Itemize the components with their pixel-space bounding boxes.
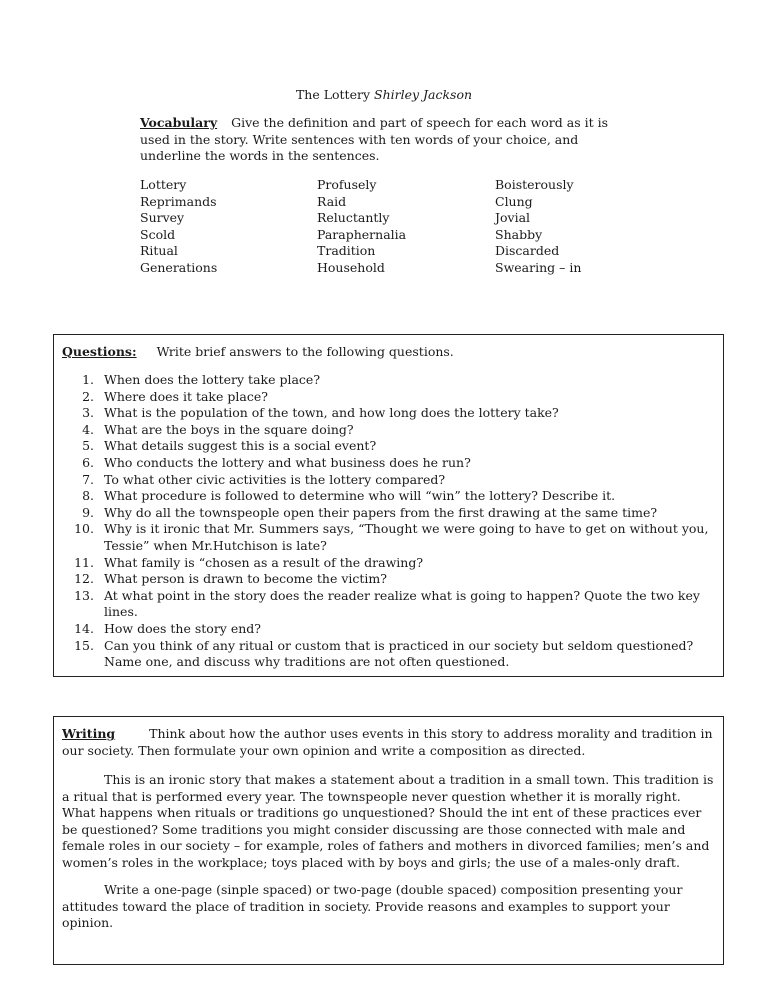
vocabulary-word-list (140, 177, 640, 277)
vocab-word: Paraphernalia (317, 226, 407, 242)
writing-box (53, 716, 724, 965)
question-number: 14. (74, 620, 94, 636)
question-number: 8. (82, 488, 94, 504)
title-author: Shirley Jackson (374, 87, 473, 102)
question-text: What person is drawn to become the victim? (104, 571, 387, 587)
question-number: 2. (82, 388, 94, 404)
questions-header (62, 344, 454, 361)
vocab-word: Generations (140, 259, 218, 275)
vocab-word: Survey (140, 210, 185, 226)
question-text: Where does it take place? (104, 388, 268, 404)
question-number: 11. (74, 554, 94, 570)
vocab-word: Reprimands (140, 193, 217, 209)
question-item (64, 488, 714, 505)
question-number: 10. (74, 521, 94, 537)
question-number: 13. (74, 587, 94, 603)
title-main: The Lottery (295, 87, 371, 102)
question-text: How does the story end? (104, 620, 261, 636)
question-number: 9. (82, 504, 94, 520)
question-item (64, 455, 714, 472)
question-number: 3. (82, 405, 94, 421)
word-column-1 (140, 177, 217, 277)
word-column-3 (495, 177, 581, 277)
question-text: Can you think of any ritual or custom that is practiced in our society but seldom questioned? Name one, and discuss why traditions are not often questioned. (104, 637, 694, 670)
question-text: What is the population of the town, and how long does the lottery take? (104, 405, 559, 421)
vocabulary-section (140, 115, 630, 165)
question-item (64, 405, 714, 422)
vocab-word: Scold (140, 226, 176, 242)
question-item (64, 571, 714, 588)
question-text: When does the lottery take place? (104, 372, 321, 387)
question-text: What are the boys in the square doing? (104, 421, 354, 437)
question-text: What family is “chosen as a result of the drawing? (104, 554, 424, 570)
writing-label: Writing (62, 726, 116, 741)
questions-instructions: Write brief answers to the following questions. (156, 344, 454, 359)
page-title (0, 87, 768, 104)
vocab-word: Jovial (495, 210, 531, 226)
writing-intro: Think about how the author uses events in this story to address morality and tradition in our society. Then formulate your own opinion and write a composition as directed. (62, 726, 713, 758)
vocab-word: Ritual (140, 243, 178, 259)
vocab-word: Tradition (317, 243, 376, 259)
vocab-word: Profusely (317, 177, 377, 192)
question-number: 15. (74, 637, 94, 653)
question-item (64, 588, 714, 621)
vocab-word: Raid (317, 193, 347, 209)
question-item (64, 438, 714, 455)
vocab-word: Shabby (495, 226, 543, 242)
question-number: 4. (82, 421, 94, 437)
question-number: 1. (82, 372, 94, 387)
vocabulary-label: Vocabulary (140, 115, 218, 130)
question-text: Who conducts the lottery and what business does he run? (104, 454, 471, 470)
question-item (64, 555, 714, 572)
question-number: 6. (82, 454, 94, 470)
word-column-2 (317, 177, 406, 277)
writing-paragraph-3: Write a one-page (sinple spaced) or two-page (double spaced) composition presenting your attitudes toward the place of tradition in society. Provide reasons and examples to support your opinion. (62, 882, 683, 931)
questions-box (53, 334, 724, 677)
questions-list (64, 372, 714, 671)
question-item (64, 422, 714, 439)
question-text: What details suggest this is a social event? (104, 438, 377, 454)
question-item (64, 505, 714, 522)
vocab-word: Discarded (495, 243, 560, 259)
question-text: Why is it ironic that Mr. Summers says, “Thought we were going to have to get on without you, Tessie” when Mr.Hutchison is late? (104, 521, 709, 553)
question-item (64, 621, 714, 638)
vocab-word: Lottery (140, 177, 187, 192)
question-number: 12. (74, 571, 94, 587)
question-item (64, 638, 714, 671)
question-number: 7. (82, 471, 94, 487)
vocab-word: Reluctantly (317, 210, 390, 226)
question-item (64, 472, 714, 489)
question-item (64, 372, 714, 389)
questions-label: Questions: (62, 344, 137, 359)
writing-intro-paragraph (62, 726, 714, 759)
question-text: At what point in the story does the reader realize what is going to happen? Quote the two key lines. (104, 587, 700, 620)
vocab-word: Boisterously (495, 177, 574, 192)
writing-paragraph-2: This is an ironic story that makes a statement about a tradition in a small town. This tradition is a ritual that is performed every year. The townspeople never question whether it is morally right. What happens when rituals or traditions go unquestioned? Should the int ent of these practices ever be questioned? Some traditions you might consider discussing are those connected with male and female roles in our society – for example, roles of fathers and mothers in divorced families; men’s and women’s roles in the workplace; toys placed with by boys and girls; the use of a males-only draft. (62, 772, 714, 870)
question-text: Why do all the townspeople open their papers from the first drawing at the same time? (104, 504, 658, 520)
vocab-word: Clung (495, 193, 533, 209)
vocabulary-instructions: Give the definition and part of speech for each word as it is used in the story. Write sentences with ten words of your choice, and underline the words in the sentences. (140, 115, 608, 164)
vocab-word: Swearing – in (495, 259, 582, 275)
question-item (64, 389, 714, 406)
vocab-word: Household (317, 259, 385, 275)
question-text: To what other civic activities is the lottery compared? (104, 471, 446, 487)
question-number: 5. (82, 438, 94, 454)
question-text: What procedure is followed to determine who will “win” the lottery? Describe it. (104, 488, 616, 504)
question-item (64, 521, 714, 554)
